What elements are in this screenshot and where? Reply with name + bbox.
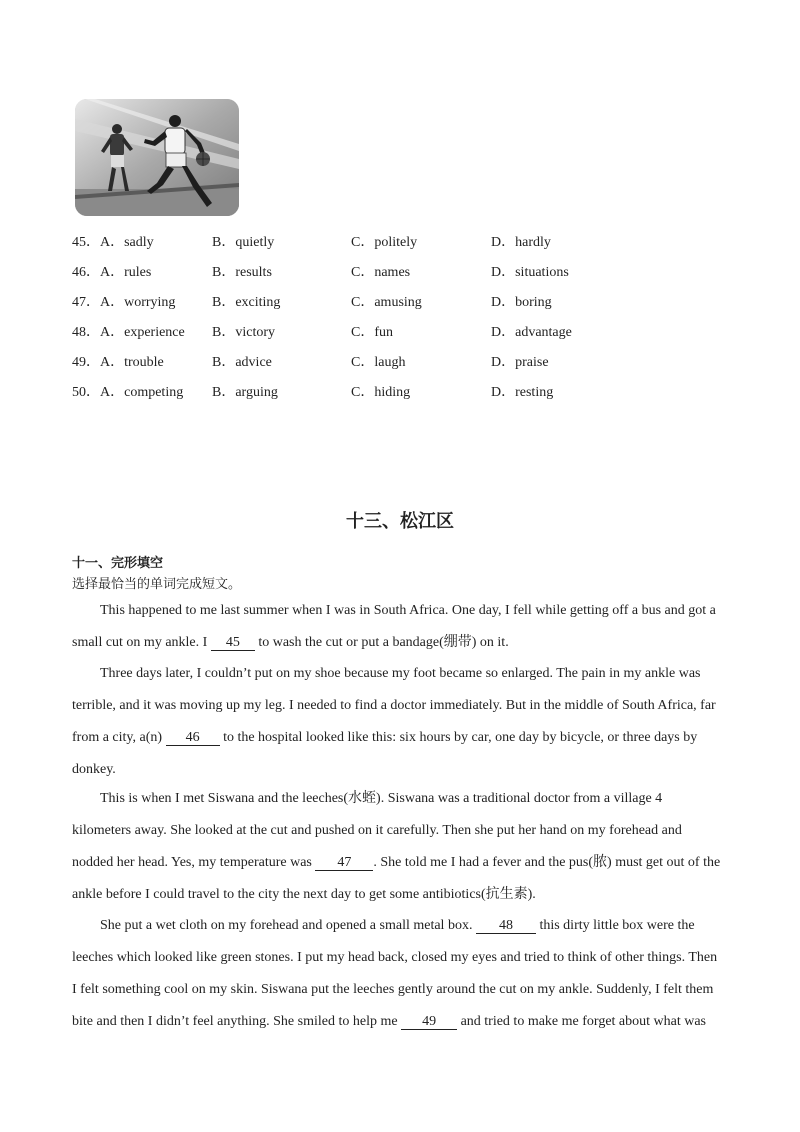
option-a-text: A．rules	[100, 265, 152, 280]
option-a	[72, 264, 151, 282]
option-c: C．hiding	[351, 385, 411, 400]
sub-heading: 十一、完形填空	[72, 556, 164, 571]
passage-line: leeches which looked like green stones. I put my head back, closed my eyes and tried to think of other things. Then	[72, 950, 718, 965]
option-c: C．politely	[351, 235, 418, 250]
option-a	[72, 234, 154, 252]
basketball-players-image	[75, 99, 239, 216]
blank-47[interactable]: 47	[315, 855, 373, 871]
passage-line	[72, 1013, 732, 1031]
passage-line: I felt something cool on my skin. Siswana put the leeches gently around the cut on my ankle. Suddenly, I felt them	[72, 982, 714, 997]
passage-line: ankle before I could travel to the city the next day to get some antibiotics(抗生素).	[72, 887, 536, 902]
option-b: B．exciting	[212, 295, 281, 310]
passage-line: donkey.	[72, 762, 116, 777]
option-a-text: A．competing	[100, 385, 184, 400]
text: this dirty little box were the	[535, 918, 695, 933]
question-number: 48．	[72, 325, 100, 340]
basketball-photo	[75, 99, 239, 216]
text: to wash the cut or put a bandage(绷带) on it.	[254, 635, 509, 650]
instruction: 选择最恰当的单词完成短文。	[72, 577, 242, 592]
option-a	[72, 354, 164, 372]
option-d: D．praise	[491, 355, 549, 370]
option-a	[72, 384, 183, 402]
option-b: B．advice	[212, 355, 272, 370]
passage-line	[72, 854, 732, 872]
text: and tried to make me forget about what was	[457, 1014, 707, 1029]
question-number: 49．	[72, 355, 100, 370]
question-number: 50．	[72, 385, 100, 400]
option-a-text: A．trouble	[100, 355, 164, 370]
option-b: B．victory	[212, 325, 275, 340]
option-d: D．resting	[491, 385, 554, 400]
blank-46[interactable]: 46	[166, 730, 220, 746]
option-b: B．quietly	[212, 235, 275, 250]
text: She put a wet cloth on my forehead and opened a small metal box.	[100, 918, 476, 933]
text: small cut on my ankle. I	[72, 635, 211, 650]
option-d: D．advantage	[491, 325, 572, 340]
option-row-47	[72, 294, 632, 324]
option-row-46	[72, 264, 632, 294]
question-number: 46．	[72, 265, 100, 280]
passage-line: This is when I met Siswana and the leeches(水蛭). Siswana was a traditional doctor from a village 4	[100, 791, 663, 806]
blank-45[interactable]: 45	[211, 635, 255, 651]
option-row-50	[72, 384, 632, 414]
option-row-48	[72, 324, 632, 354]
question-number: 47．	[72, 295, 100, 310]
option-a	[72, 294, 175, 312]
option-row-49	[72, 354, 632, 384]
option-a-text: A．experience	[100, 325, 185, 340]
passage-line: Three days later, I couldn’t put on my shoe because my foot became so enlarged. The pain in my ankle was	[100, 666, 701, 681]
option-a	[72, 324, 185, 342]
option-d: D．situations	[491, 265, 569, 280]
passage-line: This happened to me last summer when I was in South Africa. One day, I fell while getting off a bus and got a	[100, 603, 716, 618]
text: bite and then I didn’t feel anything. She smiled to help me	[72, 1014, 402, 1029]
text: from a city, a(n)	[72, 730, 166, 745]
passage-line: terrible, and it was moving up my leg. I needed to find a doctor immediately. But in the middle of South Africa, far	[72, 698, 716, 713]
question-number: 45．	[72, 235, 100, 250]
blank-48[interactable]: 48	[476, 918, 536, 934]
text: nodded her head. Yes, my temperature was	[72, 855, 316, 870]
option-a-text: A．sadly	[100, 235, 154, 250]
option-c: C．names	[351, 265, 411, 280]
option-c: C．fun	[351, 325, 393, 340]
options-list	[72, 234, 632, 414]
option-row-45	[72, 234, 632, 264]
option-b: B．arguing	[212, 385, 278, 400]
section-title: 十三、松江区	[346, 511, 454, 532]
option-d: D．hardly	[491, 235, 551, 250]
passage-line	[72, 729, 732, 747]
text: . She told me I had a fever and the pus(脓) must get out of the	[373, 855, 721, 870]
option-c: C．laugh	[351, 355, 406, 370]
blank-49[interactable]: 49	[401, 1014, 457, 1030]
option-c: C．amusing	[351, 295, 422, 310]
option-d: D．boring	[491, 295, 552, 310]
passage-line	[72, 634, 732, 652]
passage-line: kilometers away. She looked at the cut and pushed on it carefully. Then she put her hand on my forehead and	[72, 823, 682, 838]
passage-line	[100, 917, 760, 935]
text: to the hospital looked like this: six hours by car, one day by bicycle, or three days by	[219, 730, 698, 745]
option-a-text: A．worrying	[100, 295, 176, 310]
option-b: B．results	[212, 265, 272, 280]
